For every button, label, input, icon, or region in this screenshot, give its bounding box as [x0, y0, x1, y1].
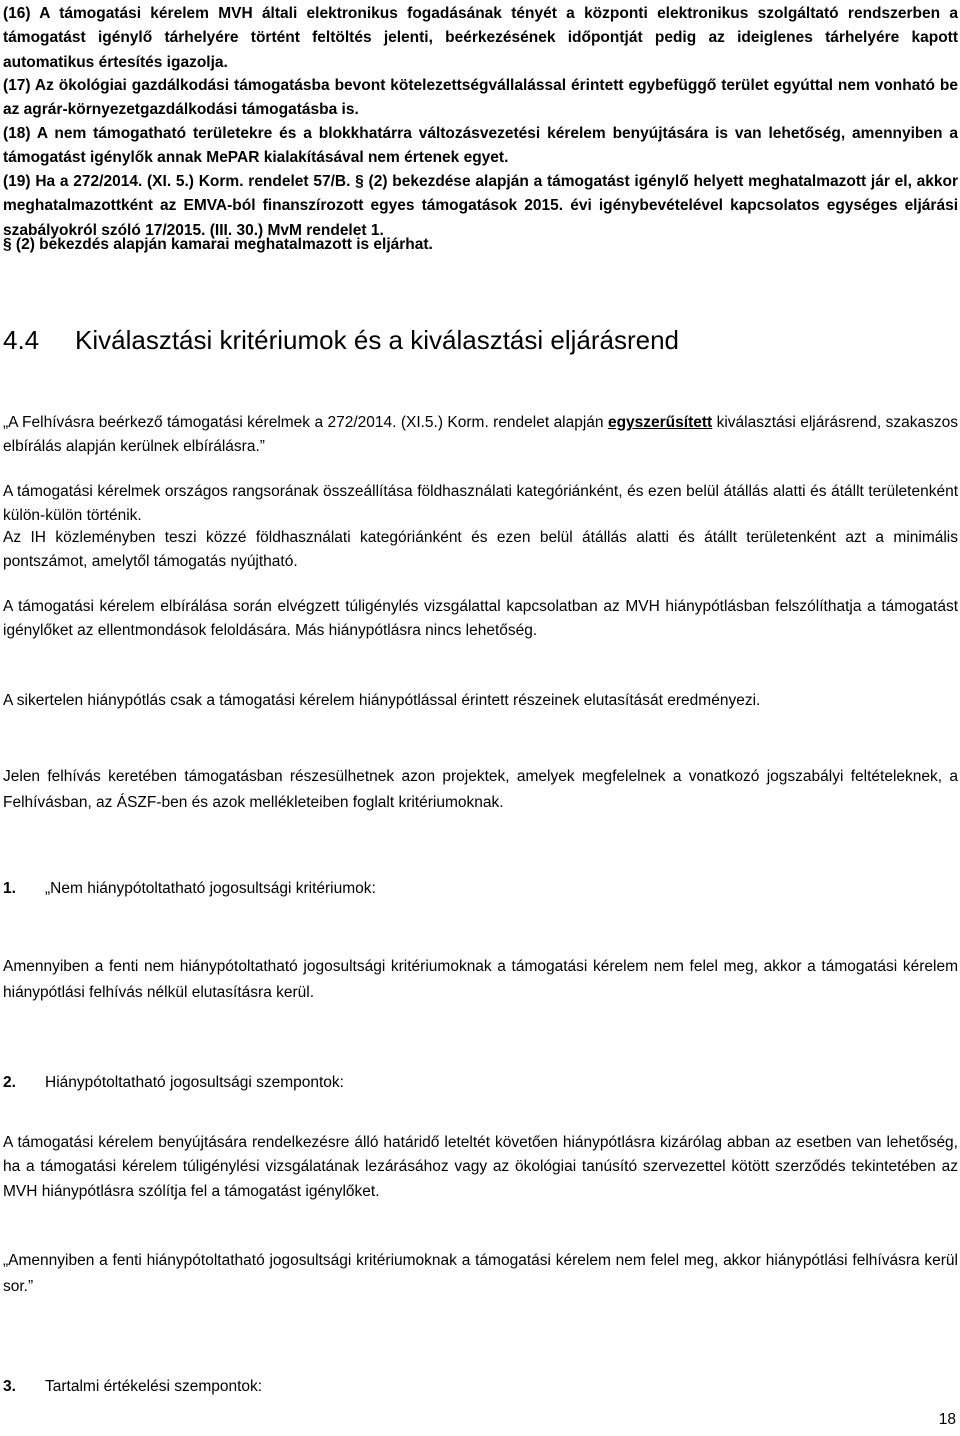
- criterion-1-heading: [3, 877, 376, 901]
- threshold-paragraph: Az IH közleményben teszi közzé földhasználati kategóriánként és ezen belül átállás alatti és átállt területenként azt a minimális pontszámot, amelytől támogatás nyújtható.: [3, 529, 958, 570]
- section-number: 4.4: [3, 325, 40, 355]
- intro-text-start: „A Felhívásra beérkező támogatási kérelmek a 272/2014. (XI.5.) Korm. rendelet alapján: [3, 414, 608, 431]
- framework-paragraph: Jelen felhívás keretében támogatásban részesülhetnek azon projektek, amelyek megfelelnek a vonatkozó jogszabályi feltételeknek, a Felhívásban, az ÁSZF-ben és azok mellékleteiben foglalt kritériumoknak.: [3, 768, 958, 811]
- unsuccessful-paragraph: A sikertelen hiánypótlás csak a támogatási kérelem hiánypótlással érintett részeinek elutasítását eredményezi.: [3, 692, 761, 709]
- intro-text-end: kiválasztási eljárásrend, szakaszos elbírálás alapján kerülnek elbírálásra.”: [3, 414, 958, 455]
- paragraph-19: (19) Ha a 272/2014. (XI. 5.) Korm. rendelet 57/B. § (2) bekezdése alapján a támogatást igénylő helyett meghatalmazott jár el, akkor meghatalmazottként az EMVA-ból finanszírozott egyes támogatások 2015. évi igénybevételével kapcsolatos egységes eljárási szabályokról szóló 17/2015. (III. 30.) MvM rendelet 1.: [3, 173, 958, 239]
- criterion-2-text: A támogatási kérelem benyújtására rendelkezésre álló határidő leteltét követően hiánypótlásra kizárólag abban az esetben van lehetőség, ha a támogatási kérelem túligénylési vizsgálatának lezárásához vagy az ökológiai tanúsító szervezettel kötött szerződés tekintetében az MVH hiánypótlásra szólítja fel a támogatást igénylőket.: [3, 1134, 958, 1200]
- criterion-1-number: 1.: [3, 880, 16, 897]
- criterion-3-title: Tartalmi értékelési szempontok:: [45, 1378, 263, 1395]
- assessment-paragraph: A támogatási kérelem elbírálása során elvégzett túligénylés vizsgálattal kapcsolatban az MVH hiánypótlásban felszólíthatja a támogatást igénylőket az ellentmondások feloldására. Más hiánypótlásra nincs lehetőség.: [3, 598, 958, 639]
- paragraph-16: (16) A támogatási kérelem MVH általi elektronikus fogadásának tényét a központi elektronikus szolgáltató rendszerben a támogatást igénylő tárhelyére történt feltöltés jelenti, beérkezésének időpontját pedig az ideiglenes tárhelyére kapott automatikus értesítés igazolja.: [3, 5, 958, 71]
- paragraph-18: (18) A nem támogatható területekre és a blokkhatárra változásvezetési kérelem benyújtására is van lehetőség, amennyiben a támogatást igénylők annak MePAR kialakításával nem értenek egyet.: [3, 125, 958, 167]
- criterion-2-heading: [3, 1071, 344, 1095]
- criterion-2-title: Hiánypótoltatható jogosultsági szempontok:: [45, 1074, 344, 1091]
- criterion-1-text: Amennyiben a fenti nem hiánypótoltatható jogosultsági kritériumoknak a támogatási kérelem nem felel meg, akkor a támogatási kérelem hiánypótlási felhívás nélkül elutasításra kerül.: [3, 958, 958, 1001]
- criterion-3-heading: [3, 1375, 262, 1399]
- paragraph-17: (17) Az ökológiai gazdálkodási támogatásba bevont kötelezettségvállalással érintett egybefüggő terület egyúttal nem vonható be az agrár-környezetgazdálkodási támogatásba is.: [3, 77, 958, 119]
- paragraph-19-continuation: § (2) bekezdés alapján kamarai meghatalmazott is eljárhat.: [3, 236, 433, 253]
- page-number: 18: [938, 1411, 956, 1428]
- criterion-2-quote: „Amennyiben a fenti hiánypótoltatható jogosultsági kritériumoknak a támogatási kérelem nem felel meg, akkor hiánypótlási felhívásra kerül sor.”: [3, 1252, 958, 1295]
- criterion-1-title: „Nem hiánypótoltatható jogosultsági kritériumok:: [45, 880, 376, 897]
- criterion-3-number: 3.: [3, 1378, 16, 1395]
- section-heading: [3, 322, 679, 358]
- intro-emphasis: egyszerűsített: [607, 414, 713, 431]
- section-title: Kiválasztási kritériumok és a kiválasztási eljárásrend: [75, 325, 680, 355]
- intro-paragraph: [3, 411, 958, 458]
- criterion-2-number: 2.: [3, 1074, 16, 1091]
- ranking-paragraph: A támogatási kérelmek országos rangsorának összeállítása földhasználati kategóriánként, és ezen belül átállás alatti és átállt területenként külön-külön történik.: [3, 483, 958, 524]
